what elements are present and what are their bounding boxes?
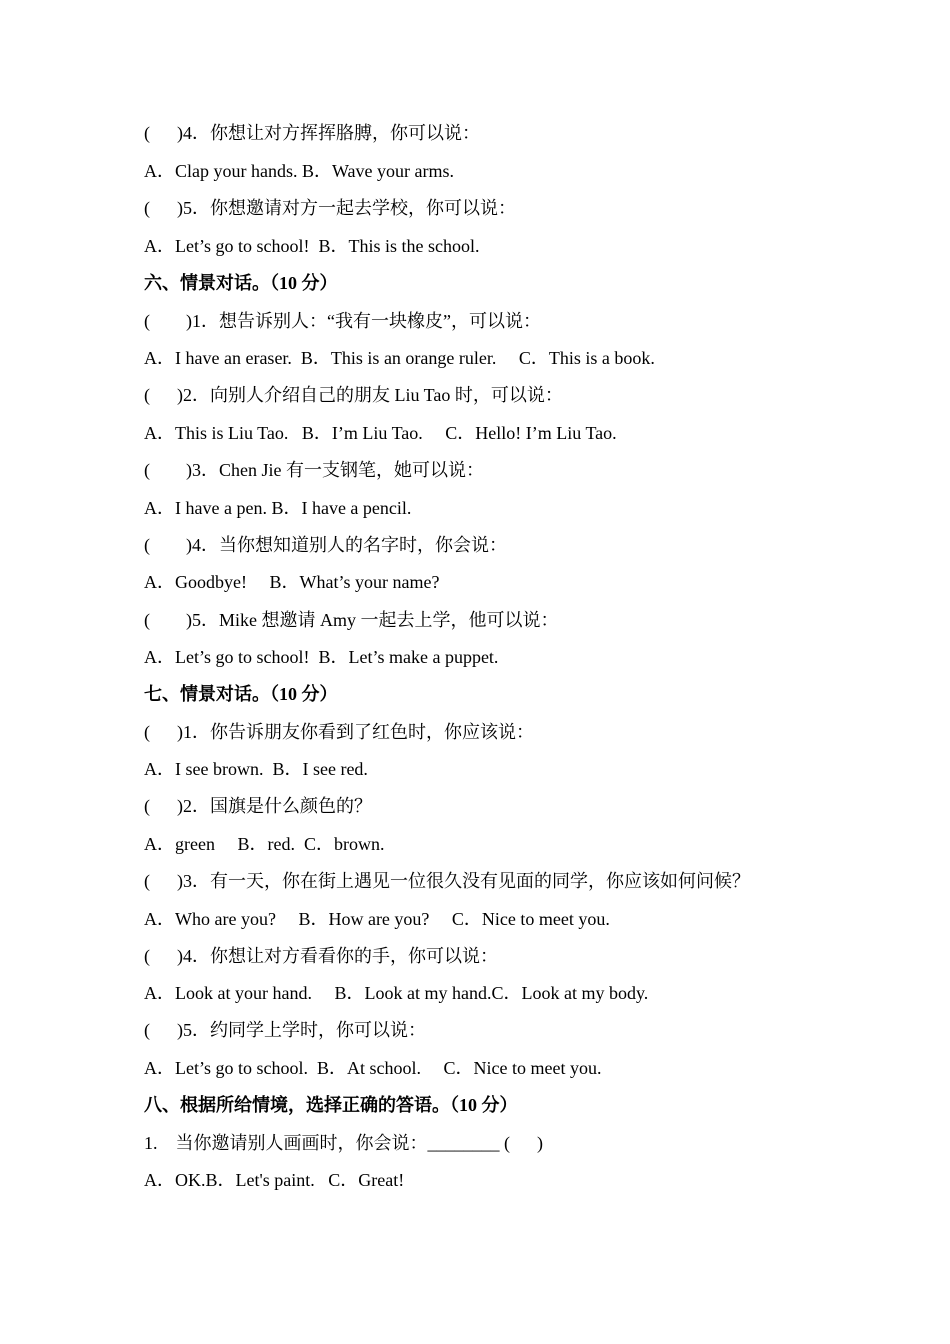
question-line: ( )5．你想邀请对方一起去学校，你可以说： bbox=[144, 198, 516, 218]
options-line: A．Let’s go to school. B．At school. C．Nice to meet you. bbox=[144, 1058, 602, 1078]
question-line: 1. 当你邀请别人画画时，你会说：________ ( ) bbox=[144, 1133, 543, 1153]
options-line: A．Let’s go to school! B．Let’s make a puppet. bbox=[144, 647, 499, 667]
options-line: A．Goodbye! B．What’s your name? bbox=[144, 572, 440, 592]
options-line: A．Look at your hand. B．Look at my hand.C．Look at my body. bbox=[144, 983, 649, 1003]
options-line: A．This is Liu Tao. B．I’m Liu Tao. C．Hello! I’m Liu Tao. bbox=[144, 423, 617, 443]
question-line: ( )5．约同学上学时，你可以说： bbox=[144, 1020, 426, 1040]
question-line: ( )1．你告诉朋友你看到了红色时，你应该说： bbox=[144, 722, 534, 742]
options-line: A．I see brown. B．I see red. bbox=[144, 759, 368, 779]
question-line: ( )4．你想让对方看看你的手，你可以说： bbox=[144, 946, 498, 966]
options-line: A．Let’s go to school! B．This is the school. bbox=[144, 236, 480, 256]
question-line: ( )2．国旗是什么颜色的？ bbox=[144, 796, 372, 816]
question-line: ( )5．Mike 想邀请 Amy 一起去上学，他可以说： bbox=[144, 610, 559, 630]
question-line: ( )4．你想让对方挥挥胳膊，你可以说： bbox=[144, 123, 480, 143]
question-line: ( )3．有一天，你在街上遇见一位很久没有见面的同学，你应该如何问候？ bbox=[144, 871, 750, 891]
section-heading: 八、根据所给情境，选择正确的答语。（10 分） bbox=[144, 1095, 518, 1115]
options-line: A．green B．red. C．brown. bbox=[144, 834, 385, 854]
options-line: A．I have a pen. B．I have a pencil. bbox=[144, 498, 412, 518]
question-line: ( )1．想告诉别人：“我有一块橡皮”，可以说： bbox=[144, 311, 541, 331]
section-heading: 六、情景对话。（10 分） bbox=[144, 273, 338, 293]
question-line: ( )4．当你想知道别人的名字时，你会说： bbox=[144, 535, 507, 555]
section-heading: 七、情景对话。（10 分） bbox=[144, 684, 338, 704]
options-line: A．Clap your hands. B．Wave your arms. bbox=[144, 161, 454, 181]
question-line: ( )3．Chen Jie 有一支钢笔，她可以说： bbox=[144, 460, 484, 480]
options-line: A．Who are you? B．How are you? C．Nice to meet you. bbox=[144, 909, 610, 929]
question-line: ( )2．向别人介绍自己的朋友 Liu Tao 时，可以说： bbox=[144, 385, 563, 405]
options-line: A．OK.B．Let's paint. C．Great! bbox=[144, 1170, 405, 1190]
options-line: A．I have an eraser. B．This is an orange ruler. C．This is a book. bbox=[144, 348, 655, 368]
